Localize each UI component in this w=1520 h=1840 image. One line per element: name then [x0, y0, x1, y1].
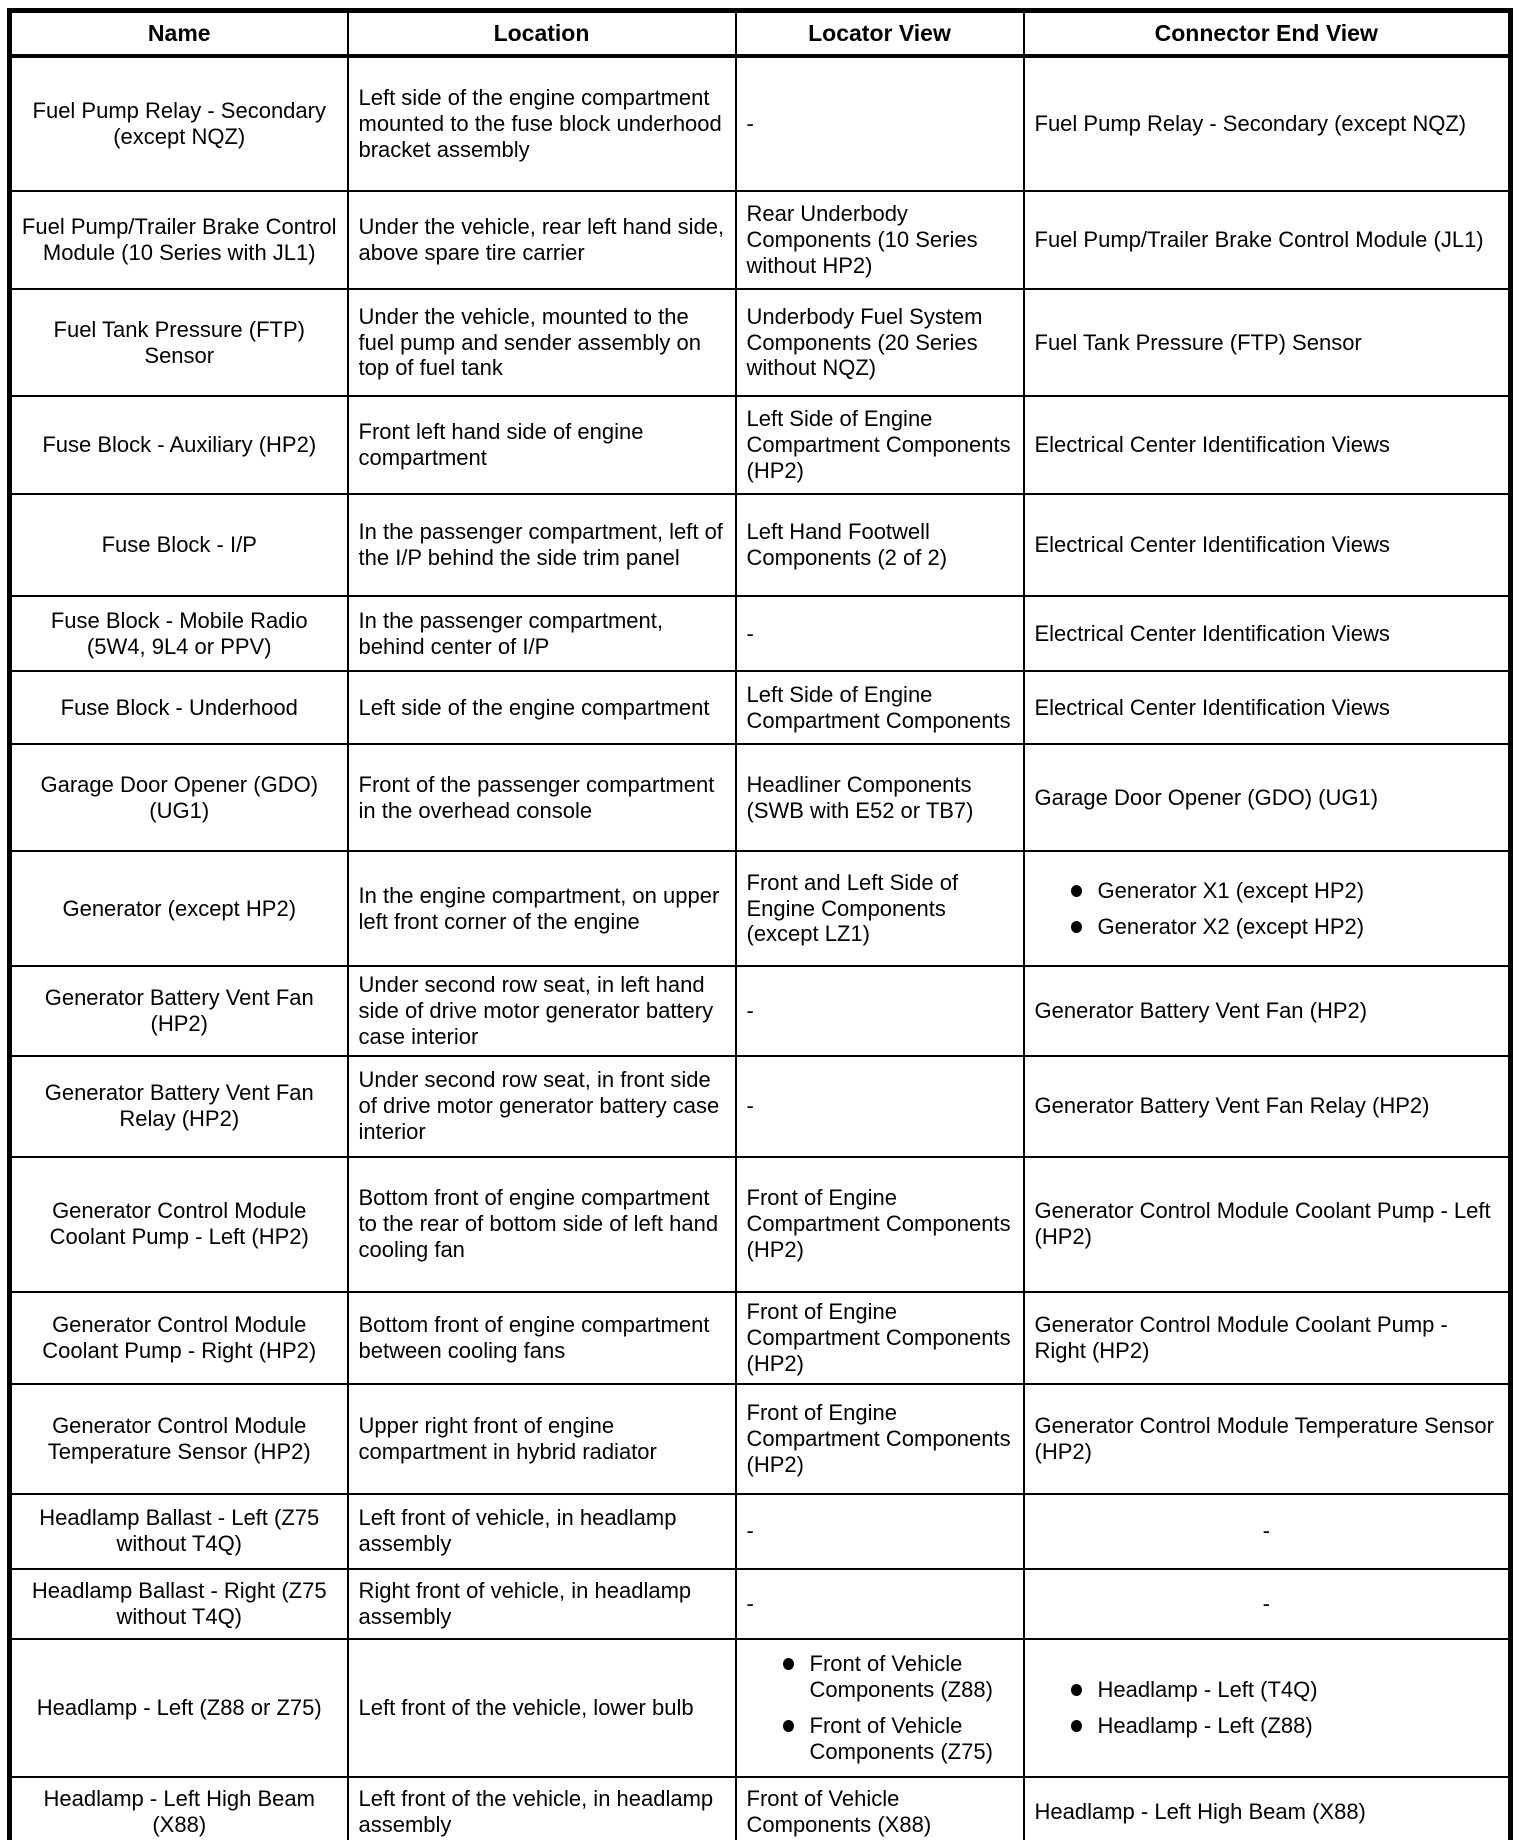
- location-cell: [348, 744, 736, 851]
- bullet-item: [1071, 1713, 1495, 1739]
- location-cell: [348, 1056, 736, 1157]
- cell-text: Left side of the engine compartment: [358, 694, 710, 720]
- name-cell: [10, 744, 348, 851]
- locator-view-cell: [736, 494, 1024, 596]
- table-row: [10, 191, 1511, 289]
- cell-text: Under second row seat, in left hand side of drive motor generator battery case interior: [358, 972, 714, 1049]
- bullet-text: Generator X1 (except HP2): [1097, 877, 1365, 903]
- locator-view-cell: [736, 289, 1024, 396]
- cell-text: Headlamp Ballast - Left (Z75 without T4Q): [39, 1505, 320, 1557]
- cell-text: -: [746, 620, 754, 646]
- cell-text: Front of Vehicle Components (X88): [746, 1786, 932, 1838]
- bullet-icon: [783, 1658, 794, 1670]
- cell-text: Front of Engine Compartment Components (HP2): [746, 1298, 1011, 1376]
- locator-view-cell: [736, 1384, 1024, 1494]
- table-row: [10, 596, 1511, 671]
- cell-text: -: [1262, 1590, 1270, 1616]
- locator-view-cell: [736, 966, 1024, 1056]
- location-cell: [348, 1639, 736, 1777]
- table-row: [10, 1494, 1511, 1569]
- locator-view-cell: [736, 744, 1024, 851]
- cell-text: Electrical Center Identification Views: [1034, 620, 1390, 646]
- cell-text: Generator Battery Vent Fan (HP2): [1034, 997, 1368, 1023]
- cell-text: Fuel Tank Pressure (FTP) Sensor: [53, 316, 305, 368]
- cell-text: Left side of the engine compartment mounted to the fuse block underhood bracket assembly: [358, 85, 722, 162]
- connector-end-view-cell: [1024, 494, 1511, 596]
- name-cell: [10, 289, 348, 396]
- cell-text: Generator Control Module Coolant Pump - Right (HP2): [1034, 1311, 1448, 1363]
- location-cell: [348, 1777, 736, 1840]
- locator-view-cell: [736, 596, 1024, 671]
- cell-text: Bottom front of engine compartment between cooling fans: [358, 1311, 710, 1363]
- cell-text: Left Hand Footwell Components (2 of 2): [746, 519, 948, 570]
- bullet-icon: [783, 1720, 794, 1732]
- table-row: [10, 1569, 1511, 1639]
- locator-view-cell: [736, 1639, 1024, 1777]
- connector-end-view-cell: [1024, 191, 1511, 289]
- cell-text: Left front of vehicle, in headlamp assembly: [358, 1505, 677, 1557]
- cell-text: Generator Battery Vent Fan (HP2): [44, 984, 314, 1036]
- name-cell: [10, 671, 348, 744]
- bullet-item: [1071, 914, 1495, 940]
- connector-end-view-cell: [1024, 966, 1511, 1056]
- locator-view-cell: [736, 1569, 1024, 1639]
- table-row: [10, 744, 1511, 851]
- locator-view-cell: [736, 396, 1024, 494]
- cell-text: Generator Control Module Temperature Sensor (HP2): [1034, 1412, 1494, 1464]
- table-row: [10, 289, 1511, 396]
- locator-view-cell: [736, 191, 1024, 289]
- table-row: [10, 1777, 1511, 1840]
- bullet-icon: [1071, 921, 1082, 933]
- connector-end-view-cell: [1024, 1639, 1511, 1777]
- locator-view-cell: [736, 1292, 1024, 1384]
- name-cell: [10, 56, 348, 191]
- bullet-item: [1071, 1677, 1495, 1703]
- connector-end-view-cell: [1024, 596, 1511, 671]
- table-row: [10, 1056, 1511, 1157]
- connector-end-view-cell: [1024, 56, 1511, 191]
- bullet-icon: [1071, 1720, 1082, 1732]
- location-cell: [348, 671, 736, 744]
- connector-end-view-cell: [1024, 396, 1511, 494]
- cell-text: Underbody Fuel System Components (20 Series without NQZ): [746, 303, 983, 381]
- bullet-text: Generator X2 (except HP2): [1097, 913, 1365, 939]
- cell-text: Garage Door Opener (GDO) (UG1): [40, 771, 319, 823]
- location-cell: [348, 289, 736, 396]
- connector-end-view-cell: [1024, 744, 1511, 851]
- cell-text: Fuse Block - Underhood: [60, 694, 298, 720]
- cell-text: In the passenger compartment, behind center of I/P: [358, 607, 663, 659]
- name-cell: [10, 396, 348, 494]
- cell-text: Front of Engine Compartment Components (HP2): [746, 1399, 1011, 1477]
- location-cell: [348, 56, 736, 191]
- cell-text: Rear Underbody Components (10 Series without HP2): [746, 201, 978, 278]
- cell-text: Generator Control Module Coolant Pump - Right (HP2): [42, 1311, 317, 1363]
- cell-text: -: [746, 1590, 754, 1616]
- cell-text: -: [1262, 1518, 1270, 1544]
- connector-end-view-cell: [1024, 1777, 1511, 1840]
- cell-text: Upper right front of engine compartment in hybrid radiator: [358, 1412, 657, 1464]
- cell-text: Front left hand side of engine compartment: [358, 419, 644, 470]
- component-locator-table: [7, 8, 1513, 1840]
- table-row: [10, 1157, 1511, 1292]
- cell-text: Generator Control Module Coolant Pump - Left (HP2): [49, 1198, 309, 1250]
- cell-text: Fuse Block - Mobile Radio (5W4, 9L4 or PPV): [50, 607, 308, 659]
- cell-text: Under second row seat, in front side of drive motor generator battery case interior: [358, 1067, 720, 1145]
- cell-text: Fuel Pump Relay - Secondary (except NQZ): [32, 98, 326, 149]
- column-header-connector-end-view: Connector End View: [1024, 11, 1511, 57]
- cell-text: Front and Left Side of Engine Components (except LZ1): [746, 869, 959, 947]
- bullet-text: Headlamp - Left (Z88): [1097, 1712, 1313, 1738]
- bullet-list: [1035, 1677, 1499, 1739]
- cell-text: Right front of vehicle, in headlamp assembly: [358, 1577, 692, 1629]
- name-cell: [10, 1777, 348, 1840]
- location-cell: [348, 494, 736, 596]
- cell-text: Generator Control Module Coolant Pump - Left (HP2): [1034, 1198, 1491, 1250]
- cell-text: Generator Battery Vent Fan Relay (HP2): [44, 1080, 314, 1132]
- table-row: [10, 671, 1511, 744]
- name-cell: [10, 494, 348, 596]
- bullet-item: [783, 1713, 1009, 1765]
- cell-text: -: [746, 997, 754, 1023]
- connector-end-view-cell: [1024, 1056, 1511, 1157]
- table-header: [10, 11, 1511, 57]
- bullet-text: Front of Vehicle Components (Z88): [809, 1650, 993, 1702]
- cell-text: Under the vehicle, mounted to the fuel pump and sender assembly on top of fuel tank: [358, 303, 701, 381]
- cell-text: Front of the passenger compartment in the overhead console: [358, 771, 715, 823]
- column-header-locator-view: Locator View: [736, 11, 1024, 57]
- connector-end-view-cell: [1024, 1292, 1511, 1384]
- locator-view-cell: [736, 1777, 1024, 1840]
- name-cell: [10, 1292, 348, 1384]
- table-row: [10, 396, 1511, 494]
- connector-end-view-cell: [1024, 1157, 1511, 1292]
- connector-end-view-cell: [1024, 1494, 1511, 1569]
- cell-text: Headlamp - Left High Beam (X88): [43, 1786, 315, 1838]
- name-cell: [10, 191, 348, 289]
- cell-text: Headlamp Ballast - Right (Z75 without T4Q): [31, 1577, 327, 1629]
- locator-view-cell: [736, 671, 1024, 744]
- connector-end-view-cell: [1024, 851, 1511, 966]
- bullet-list: [1035, 878, 1499, 940]
- column-header-name: Name: [10, 11, 348, 57]
- location-cell: [348, 1157, 736, 1292]
- cell-text: -: [746, 1518, 754, 1544]
- locator-view-cell: [736, 1056, 1024, 1157]
- connector-end-view-cell: [1024, 671, 1511, 744]
- cell-text: Generator Battery Vent Fan Relay (HP2): [1034, 1093, 1430, 1119]
- table-row: [10, 1639, 1511, 1777]
- location-cell: [348, 1494, 736, 1569]
- cell-text: Left Side of Engine Compartment Components: [746, 681, 1011, 733]
- cell-text: Headliner Components (SWB with E52 or TB7): [746, 771, 974, 823]
- location-cell: [348, 396, 736, 494]
- cell-text: Fuse Block - I/P: [101, 532, 257, 558]
- table-row: [10, 1292, 1511, 1384]
- cell-text: Bottom front of engine compartment to the rear of bottom side of left hand cooling fan: [358, 1185, 719, 1263]
- cell-text: Fuel Pump Relay - Secondary (except NQZ): [1034, 111, 1467, 137]
- cell-text: In the passenger compartment, left of the I/P behind the side trim panel: [358, 519, 723, 570]
- cell-text: Fuel Pump/Trailer Brake Control Module (JL1): [1034, 227, 1484, 253]
- table-row: [10, 1384, 1511, 1494]
- name-cell: [10, 966, 348, 1056]
- location-cell: [348, 966, 736, 1056]
- cell-text: Fuel Pump/Trailer Brake Control Module (10 Series with JL1): [21, 214, 337, 265]
- column-header-location: Location: [348, 11, 736, 57]
- cell-text: Fuel Tank Pressure (FTP) Sensor: [1034, 329, 1362, 355]
- locator-view-cell: [736, 1494, 1024, 1569]
- cell-text: Headlamp - Left High Beam (X88): [1034, 1799, 1366, 1825]
- location-cell: [348, 1384, 736, 1494]
- name-cell: [10, 1639, 348, 1777]
- cell-text: Electrical Center Identification Views: [1034, 432, 1390, 458]
- locator-view-cell: [736, 1157, 1024, 1292]
- cell-text: Generator (except HP2): [62, 895, 297, 921]
- name-cell: [10, 1384, 348, 1494]
- cell-text: Left front of the vehicle, lower bulb: [358, 1694, 694, 1720]
- name-cell: [10, 851, 348, 966]
- cell-text: -: [746, 111, 754, 137]
- connector-end-view-cell: [1024, 289, 1511, 396]
- name-cell: [10, 1494, 348, 1569]
- bullet-item: [783, 1651, 1009, 1703]
- bullet-text: Front of Vehicle Components (Z75): [809, 1712, 993, 1764]
- cell-text: Fuse Block - Auxiliary (HP2): [42, 432, 317, 458]
- cell-text: Generator Control Module Temperature Sensor (HP2): [47, 1412, 311, 1464]
- cell-text: Left front of the vehicle, in headlamp assembly: [358, 1786, 714, 1838]
- name-cell: [10, 1569, 348, 1639]
- location-cell: [348, 596, 736, 671]
- cell-text: Front of Engine Compartment Components (HP2): [746, 1185, 1011, 1263]
- table-row: [10, 966, 1511, 1056]
- cell-text: In the engine compartment, on upper left front corner of the engine: [358, 882, 720, 934]
- cell-text: Headlamp - Left (Z88 or Z75): [36, 1694, 322, 1720]
- header-row: [10, 11, 1511, 57]
- location-cell: [348, 1292, 736, 1384]
- bullet-list: [747, 1651, 1013, 1765]
- table-row: [10, 56, 1511, 191]
- cell-text: Electrical Center Identification Views: [1034, 532, 1390, 558]
- location-cell: [348, 1569, 736, 1639]
- bullet-item: [1071, 878, 1495, 904]
- cell-text: -: [746, 1093, 754, 1119]
- cell-text: Left Side of Engine Compartment Components (HP2): [746, 406, 1011, 483]
- location-cell: [348, 851, 736, 966]
- locator-view-cell: [736, 851, 1024, 966]
- cell-text: Electrical Center Identification Views: [1034, 694, 1390, 720]
- table-row: [10, 851, 1511, 966]
- cell-text: Under the vehicle, rear left hand side, above spare tire carrier: [358, 214, 725, 265]
- cell-text: Garage Door Opener (GDO) (UG1): [1034, 784, 1379, 810]
- connector-end-view-cell: [1024, 1384, 1511, 1494]
- name-cell: [10, 596, 348, 671]
- bullet-icon: [1071, 885, 1082, 897]
- connector-end-view-cell: [1024, 1569, 1511, 1639]
- bullet-icon: [1071, 1684, 1082, 1696]
- name-cell: [10, 1157, 348, 1292]
- table-row: [10, 494, 1511, 596]
- table-body: [10, 56, 1511, 1840]
- locator-view-cell: [736, 56, 1024, 191]
- name-cell: [10, 1056, 348, 1157]
- location-cell: [348, 191, 736, 289]
- bullet-text: Headlamp - Left (T4Q): [1097, 1676, 1318, 1702]
